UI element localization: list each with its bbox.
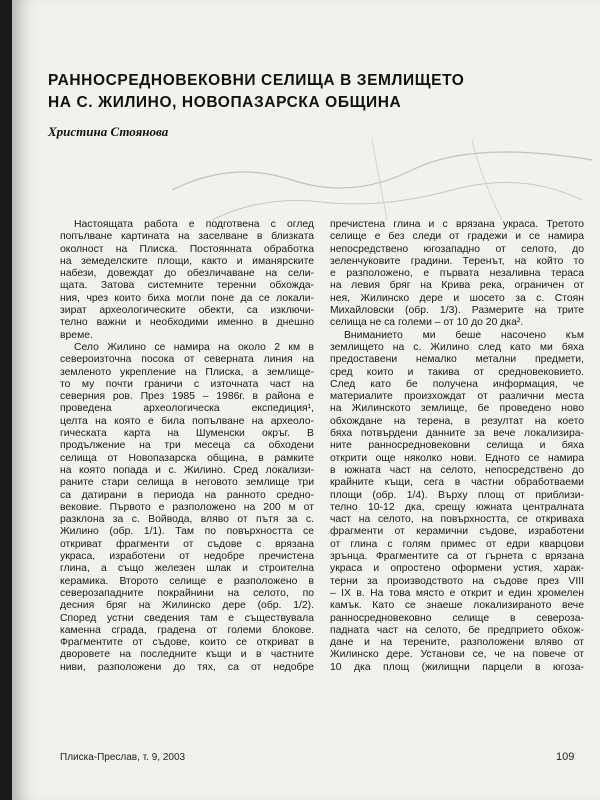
text-line: зеленчуковите градини. Теренът, на който то [330, 255, 584, 267]
text-line: площи (обр. 1/4). Върху площ от приблизи- [330, 489, 584, 501]
text-line: нея, Жилинско дере и шосето за с. Стоян [330, 292, 584, 304]
text-line: част на селото, на повърхността, се откриваха [330, 514, 584, 526]
text-line: са датирани в периода на ранното средно- [60, 489, 314, 501]
text-line: Жилино (обр. 1/1). Там по повърхността се [60, 526, 314, 538]
text-line: е разположено, е първата незаливна тераса [330, 268, 584, 280]
text-line: Село Жилино се намира на около 2 км в [74, 341, 314, 353]
text-line: падната част на селото, бе предприето обхож- [330, 624, 584, 636]
article-title-line-2: НА С. ЖИЛИНО, НОВОПАЗАРСКА ОБЩИНА [48, 94, 402, 111]
text-line: в южната част на селото, непосредствено до [330, 464, 584, 476]
text-line: предоставени немалко метални предмети, [330, 354, 584, 366]
text-line: каменна сграда, градена от големи блокове. [60, 624, 314, 636]
text-line: североизточна посока от северната линия на [60, 354, 314, 366]
text-line: телно важни и необходими именно в днешно [60, 317, 314, 329]
text-line: селища от Новопазарска община, в рамките [60, 452, 314, 464]
text-line: то му почти граничи с източната част на [60, 378, 314, 390]
text-line: откриват фрагменти от съдове с врязана [60, 538, 314, 550]
text-line: сред които и такива от средновековието. [330, 366, 584, 378]
text-line: терни за производството на съдове през VIII [330, 575, 584, 587]
text-line: Фрагментите от съдове, които се откриват в [60, 637, 314, 649]
text-line: Жилинско дере. Установи се, че на повече от [330, 649, 584, 661]
text-line: пречистена глина и с врязана украса. Третото [330, 219, 584, 230]
article-title [48, 70, 568, 114]
text-line: открити още няколко нови. Едното се намира [330, 452, 584, 464]
text-line: проведена археологическа експедиция¹, [60, 403, 314, 415]
article-title-line-1: РАННОСРЕДНОВЕКОВНИ СЕЛИЩА В ЗЕМЛИЩЕТО [48, 72, 465, 89]
text-line: селища не са големи – от 10 до 20 дка². [330, 317, 524, 329]
text-line: керамика. Второто селище е разположено в [60, 575, 314, 587]
text-line: на която попада и с. Жилино. Сред локализи- [60, 464, 314, 476]
text-line: зират археологическите обекти, са изключи- [60, 305, 314, 317]
text-line: щата. Затова системните теренни обхожда- [60, 280, 314, 292]
text-line: на Жилинското землище, бе проведено ново [330, 403, 584, 415]
text-line: землището на с. Жилино след като ми бяха [330, 341, 584, 353]
page-number: 109 [556, 751, 575, 763]
text-line: глина, а също железен шлак и строителна [60, 563, 314, 575]
text-line: околност на Плиска. Постоянната обработка [60, 243, 314, 255]
text-line: селище е без следи от градежи и се намира [330, 231, 584, 243]
text-line: Михайловски (обр. 1/3). Размерите на трите [330, 305, 584, 317]
right-text-column [330, 219, 584, 674]
text-line: вековие. Първото е разположено на 200 м от [60, 501, 314, 513]
text-line: дане и на терените, разположени вляво от [330, 637, 584, 649]
text-line: украса и опростено оформени устия, харак- [330, 563, 584, 575]
text-line: ранносредновековно селище в североза- [330, 612, 584, 624]
text-line: обхождане на терена, в резултат на което [330, 415, 584, 427]
text-line: време. [60, 329, 93, 341]
text-line: ните ранносредновековни селища и бяха [330, 440, 584, 452]
text-line: на земеделските площи, както и иманярските [60, 255, 314, 267]
text-line: раните стари селища в неговото землище три [60, 477, 314, 489]
text-line: попълване картината на заселване в близката [60, 231, 314, 243]
text-line: непосредствено югозападно от селото, до [330, 243, 584, 255]
text-line: десния бряг на Жилинско дере (обр. 1/2). [60, 600, 314, 612]
text-line: северния ров. През 1985 – 1986г. в района е [60, 391, 314, 403]
text-line: ния, чрез които биха могли поне да се локали- [60, 292, 314, 304]
text-line: земленото укрепление на Плиска, а землище- [60, 366, 314, 378]
text-line: – IX в. На това място е открит и един хромелен [330, 587, 584, 599]
text-line: камък. Като се знаеше локализираното вече [330, 600, 584, 612]
text-line: материалите произхождат от различни места [330, 391, 584, 403]
text-line: на левия бряг на Крива река, ограничен от [330, 280, 584, 292]
text-line: продължение на три месеца са обходени [60, 440, 314, 452]
text-line: гическата карта на Шуменски окръг. В [60, 428, 314, 440]
journal-citation: Плиска-Преслав, т. 9, 2003 [60, 752, 186, 763]
text-line: северозападните покрайнини на селото, по [60, 587, 314, 599]
text-line: крайните къщи, сега в частни обработваеми [330, 477, 584, 489]
text-line: бяха потвърдени данните за вече локализира- [330, 428, 584, 440]
left-text-column [60, 219, 314, 674]
text-line: от глина с голям примес от едри кварцови [330, 538, 584, 550]
text-line: Настоящата работа е подготвена с оглед [74, 219, 314, 230]
text-line: ниви, разположени до тях, са от недобре [60, 661, 314, 673]
author-name: Христина Стоянова [48, 124, 169, 139]
text-line: дворовете на последните къщи и в частните [60, 649, 314, 661]
text-line: разклона за с. Войвода, вляво от пътя за с. [60, 514, 314, 526]
text-line: украса, изработени от недобре пречистена [60, 551, 314, 563]
text-line: целта на която е била попълване на археоло- [60, 415, 314, 427]
text-line: Според устни сведения там е съществувала [60, 612, 314, 624]
text-line: набези, довеждат до обезличаване на сели- [60, 268, 314, 280]
text-line: 10 дка площ (жилищни парцели в югоза- [330, 661, 584, 673]
document-page [12, 0, 600, 800]
text-line: Вниманието ми беше насочено към [344, 329, 584, 341]
text-line: телно 10-12 дка, срещу южната централната [330, 501, 584, 513]
faded-map-background [172, 140, 592, 220]
text-line: зрънца. Фрагментите са от гърнета с врязана [330, 551, 584, 563]
text-line: След като бе получена информация, че [330, 378, 584, 390]
text-line: фрагменти от керамични съдове, изработени [330, 526, 584, 538]
